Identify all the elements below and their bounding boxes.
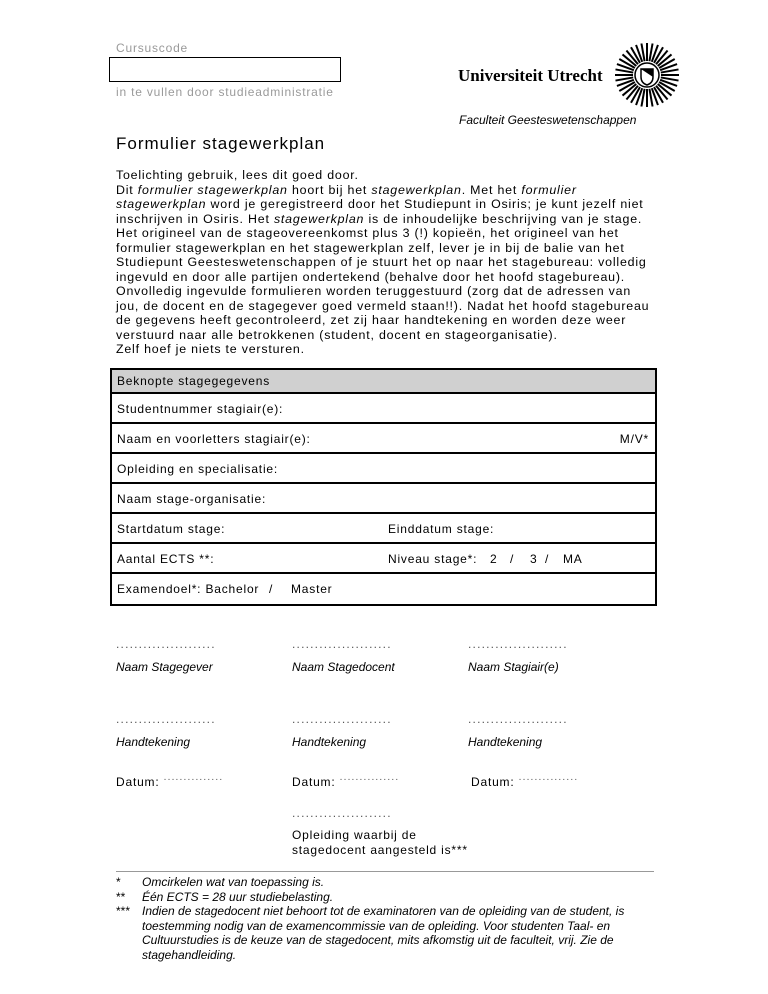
- date-field[interactable]: [471, 772, 578, 789]
- level-option-ma[interactable]: MA: [563, 552, 583, 566]
- student-name-label: Naam en voorletters stagiair(e):: [117, 432, 311, 446]
- intro-text-run: Dit: [116, 182, 138, 197]
- ects-label: Aantal ECTS **:: [117, 552, 215, 566]
- signature-caption: Handtekening: [116, 735, 191, 749]
- name-internship-provider: Naam Stagegever: [116, 660, 213, 674]
- footnote-mark: *: [116, 875, 121, 889]
- footnote: [116, 904, 656, 962]
- level-option-3[interactable]: 3: [530, 552, 538, 566]
- program-label: Opleiding en specialisatie:: [117, 462, 279, 476]
- level-label: Niveau stage*:: [388, 552, 478, 566]
- footnote-mark: **: [116, 889, 126, 904]
- intro-paragraph-1: [116, 183, 656, 227]
- footnote-text: Omcirkelen wat van toepassing is.: [142, 875, 325, 889]
- organisation-row[interactable]: [112, 484, 655, 514]
- intro-heading: Toelichting gebruik, lees dit goed door.: [116, 168, 359, 182]
- course-code-label: Cursuscode: [116, 41, 189, 55]
- faculty-name: Faculteit Geesteswetenschappen: [459, 113, 637, 127]
- date-label: Datum:: [471, 775, 515, 789]
- date-label: Datum:: [292, 775, 336, 789]
- date-dots: ...............: [339, 772, 400, 783]
- intro-text-run: word je geregistreerd door het Studiepunt in Osiris; je kunt jezelf niet inschrijven in Osiris. Het: [116, 197, 644, 226]
- signature-dots-line: ......................: [292, 712, 392, 726]
- supervisor-program-line: Opleiding waarbij de: [292, 828, 417, 842]
- date-field[interactable]: [292, 772, 399, 789]
- intro-emphasis: formulier stagewerkplan: [116, 182, 577, 211]
- signature-dots-line: ......................: [116, 637, 216, 651]
- intro-paragraph-3: Zelf hoef je niets te versturen.: [116, 342, 305, 356]
- date-dots: ...............: [163, 772, 224, 783]
- university-seal-logo: [614, 42, 680, 108]
- date-dots: ...............: [518, 772, 579, 783]
- name-intern: Naam Stagiair(e): [468, 660, 559, 674]
- table-header-row: [112, 370, 655, 394]
- internship-data-table: [110, 368, 657, 606]
- footnote-text: Indien de stagedocent niet behoort tot de examinatoren van de opleiding van de student, is toestemming nodig van de examencommissie van de opleiding. Voor studenten Taal- en Cultuurstudies is de keuze van de stagedocent, mits afkomstig uit de faculteit, vrij. Zie de stagehandleiding.: [142, 904, 625, 962]
- footnote-text: Één ECTS = 28 uur studiebelasting.: [142, 889, 334, 904]
- university-name: Universiteit Utrecht: [458, 66, 603, 85]
- table-heading: Beknopte stagegegevens: [117, 374, 271, 388]
- signature-caption: Handtekening: [468, 735, 543, 749]
- supervisor-program-line: stagedocent aangesteld is***: [292, 843, 468, 857]
- intro-emphasis: stagewerkplan: [273, 211, 365, 226]
- student-number-row[interactable]: [112, 394, 655, 424]
- footnote: [116, 875, 656, 890]
- page-title: Formulier stagewerkplan: [116, 134, 326, 153]
- footnote: [116, 890, 656, 905]
- signature-dots-line: ......................: [468, 637, 568, 651]
- start-date-label: Startdatum stage:: [117, 522, 226, 536]
- intro-paragraph-2: Het origineel van de stageovereenkomst plus 3 (!) kopieën, het origineel van het formulier stagewerkplan en het stagewerkplan zelf, lever je in bij de balie van het Studiepunt Geesteswetenschappen of je stuurt het op naar het stagebureau: volledig ingevuld en door alle partijen ondertekend (behalve door het hoofd stagebureau). Onvolledig ingevulde formulieren worden teruggestuurd (zorg dat de adressen van jou, de docent en de stagegever goed vermeld staan!!). Nadat het hoofd stagebureau de gegevens heeft gecontroleerd, zet zij haar handtekening en worden deze weer verstuurd naar alle betrokkenen (student, docent en stageorganisatie).: [116, 226, 650, 342]
- ects-level-row[interactable]: [112, 544, 655, 574]
- signature-dots-line: ......................: [292, 637, 392, 651]
- signature-dots-line: ......................: [292, 806, 392, 820]
- date-label: Datum:: [116, 775, 160, 789]
- dates-row[interactable]: [112, 514, 655, 544]
- signature-dots-line: ......................: [116, 712, 216, 726]
- exam-goal-separator: /: [269, 582, 274, 596]
- intro-text: [116, 168, 656, 357]
- student-number-label: Studentnummer stagiair(e):: [117, 402, 284, 416]
- intro-text-run: . Met het: [461, 182, 522, 197]
- intro-emphasis: stagewerkplan: [371, 182, 462, 197]
- level-separator: /: [545, 552, 550, 566]
- gender-option[interactable]: M/V*: [619, 432, 649, 446]
- level-option-2[interactable]: 2: [490, 552, 498, 566]
- end-date-label: Einddatum stage:: [388, 522, 495, 536]
- course-code-note: in te vullen door studieadministratie: [116, 85, 334, 99]
- exam-goal-master[interactable]: Master: [291, 582, 333, 596]
- intro-emphasis: formulier stagewerkplan: [137, 182, 288, 197]
- footnote-mark: ***: [116, 904, 131, 918]
- program-row[interactable]: [112, 454, 655, 484]
- organisation-label: Naam stage-organisatie:: [117, 492, 267, 506]
- footnotes: [116, 875, 656, 962]
- signature-caption: Handtekening: [292, 735, 367, 749]
- exam-goal-row[interactable]: [112, 574, 655, 604]
- name-internship-supervisor: Naam Stagedocent: [292, 660, 395, 674]
- exam-goal-label[interactable]: Examendoel*: Bachelor: [117, 582, 260, 596]
- date-field[interactable]: [116, 772, 223, 789]
- student-name-row[interactable]: [112, 424, 655, 454]
- intro-text-run: hoort bij het: [287, 182, 372, 197]
- course-code-field[interactable]: [109, 57, 341, 82]
- level-separator: /: [510, 552, 515, 566]
- intro-text-run: is de inhoudelijke beschrijving van je stage.: [364, 211, 643, 226]
- supervisor-program-note: [292, 828, 468, 858]
- signature-dots-line: ......................: [468, 712, 568, 726]
- footnote-divider: [116, 871, 654, 872]
